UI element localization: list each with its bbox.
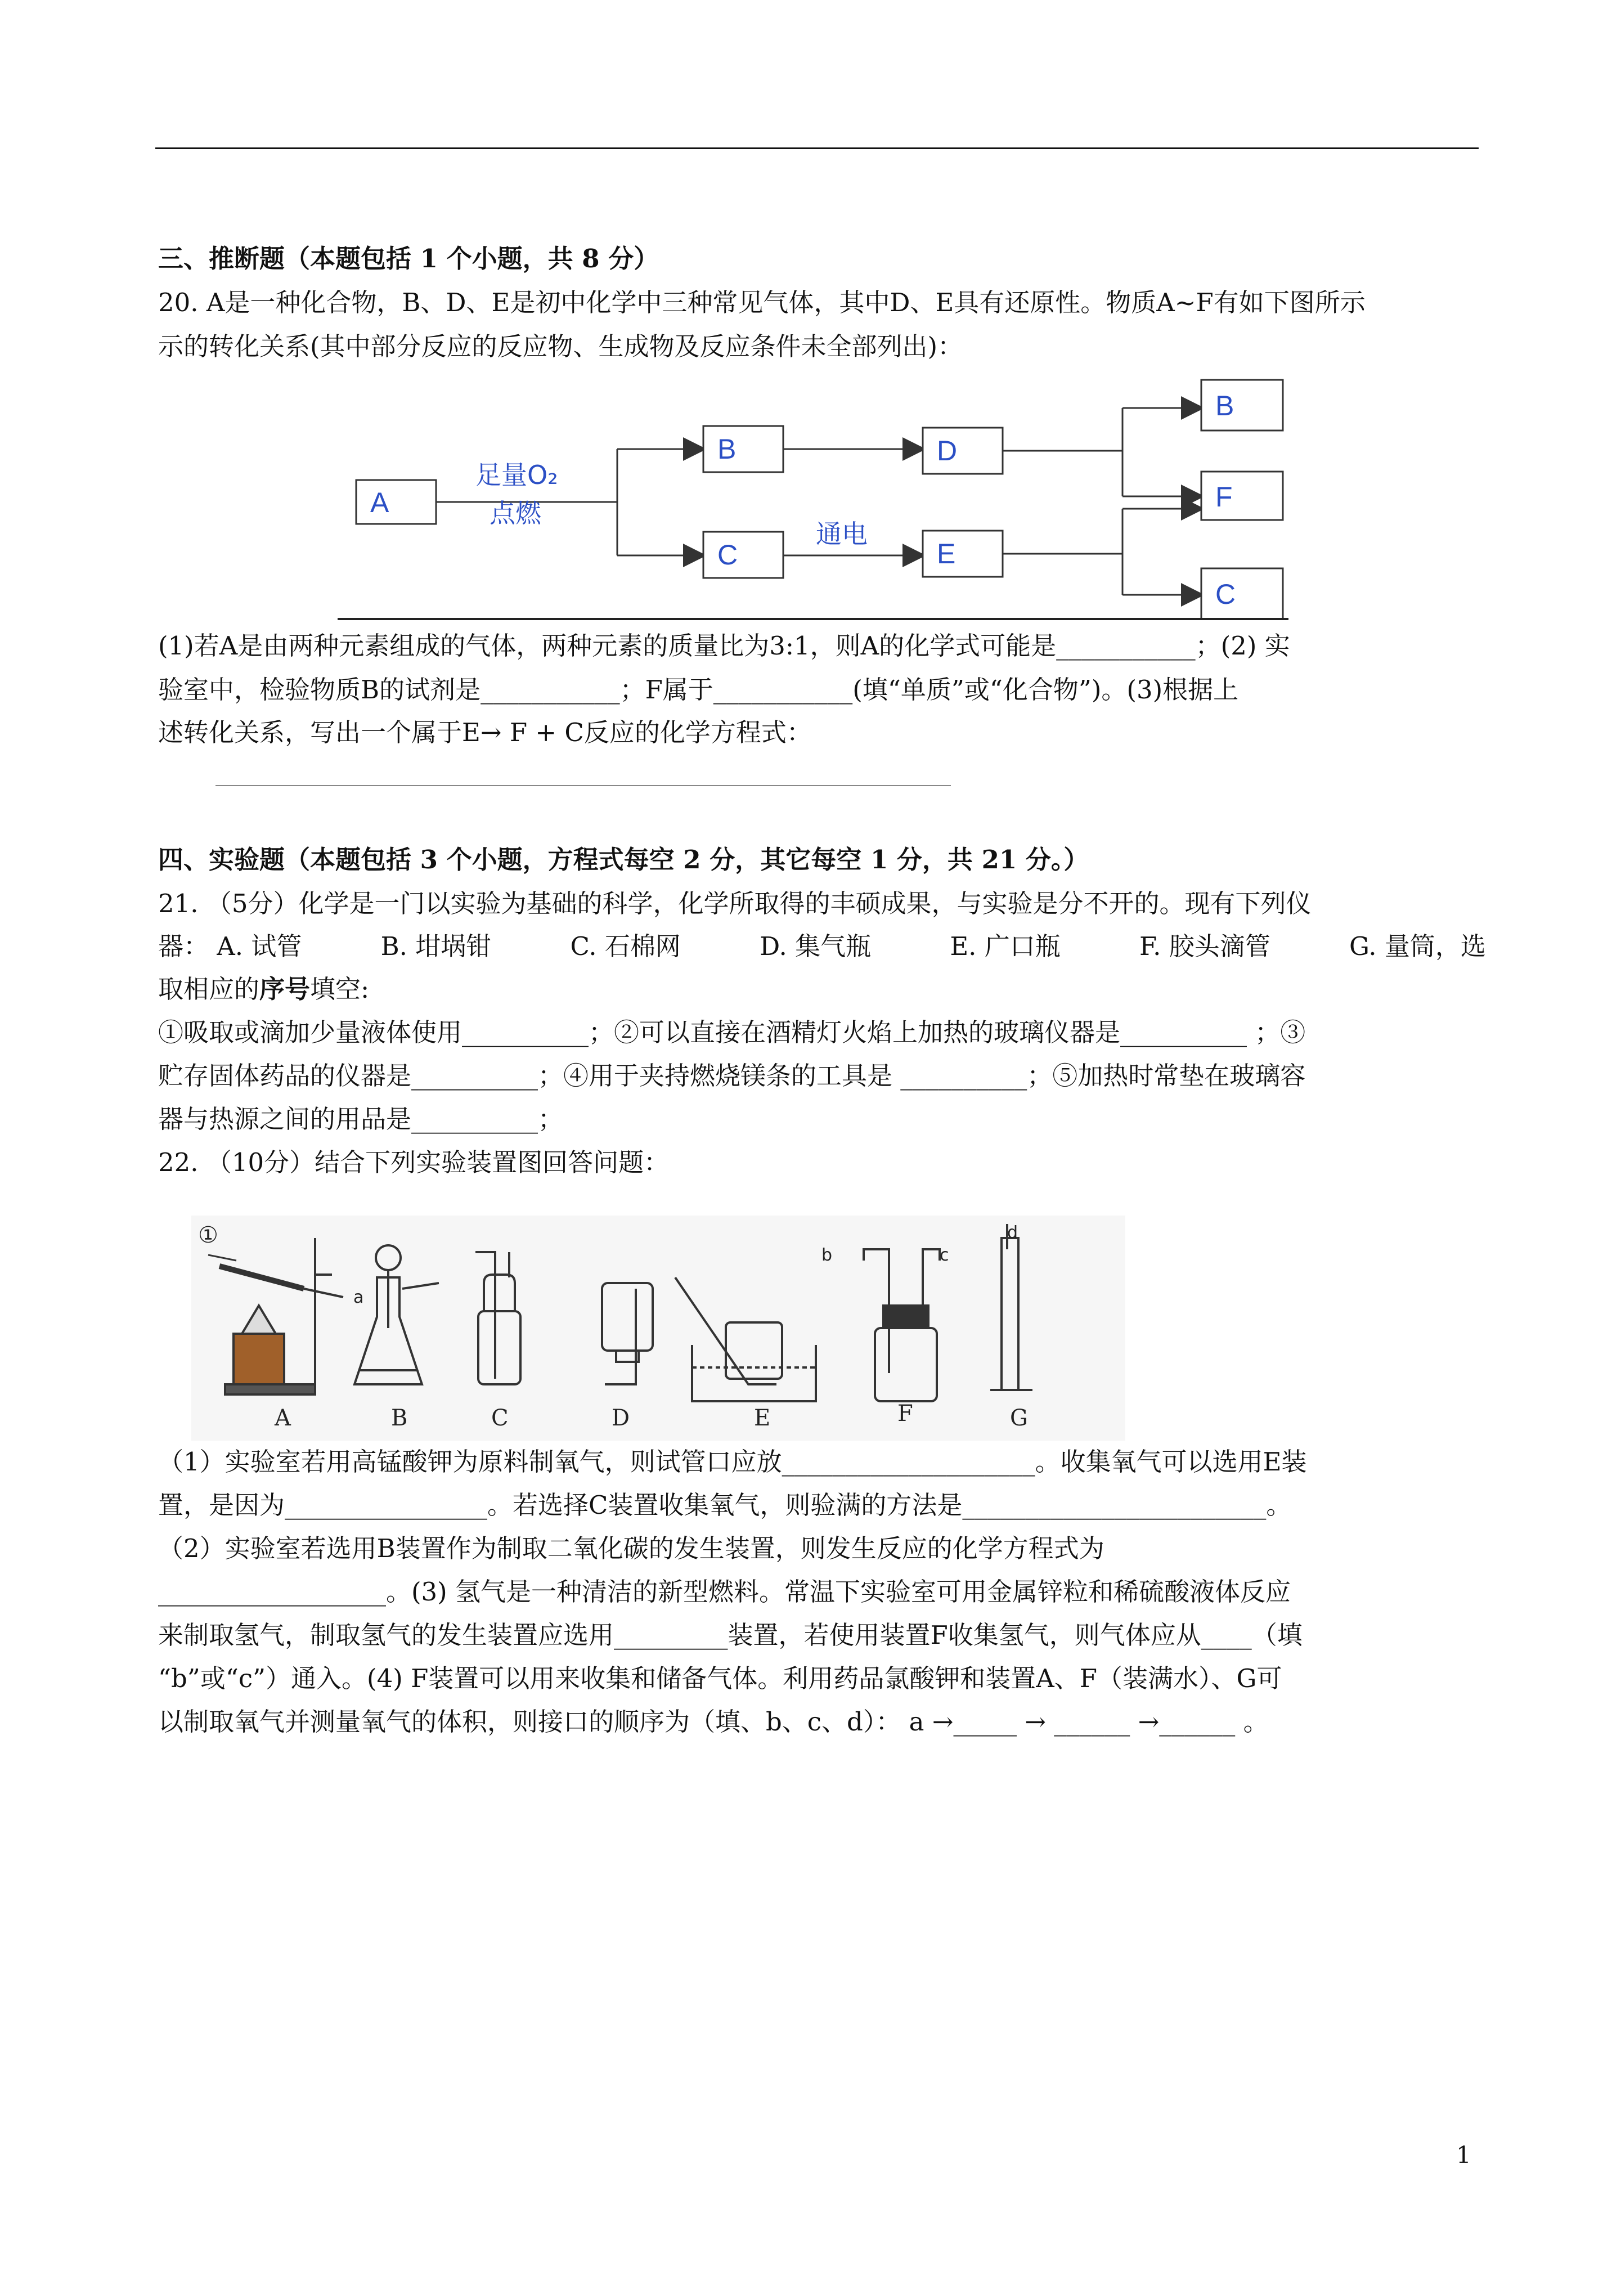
q20-flow-diagram: [338, 371, 1305, 630]
answer-blank-equation: [215, 785, 951, 786]
apparatus-label-E: E: [754, 1405, 771, 1431]
instrument-item: 器： A. 试管: [158, 931, 302, 961]
apparatus-figure: [191, 1216, 1125, 1441]
section4-heading: 四、实验题（本题包括 3 个小题，方程式每空 2 分，其它每空 1 分，共 21 分。）: [158, 845, 1089, 875]
label-ignite: 点燃: [490, 498, 541, 528]
mark-a: a: [353, 1288, 364, 1307]
q21-line4: ①吸取或滴加少量液体使用__________；②可以直接在酒精灯火焰上加热的玻璃仪器是__________ ；③: [158, 1017, 1306, 1047]
q20-part1-line2: 验室中，检验物质B的试剂是___________；F属于___________(填“单质”或“化合物”)。(3)根据上: [158, 675, 1239, 705]
node-D: [923, 428, 1003, 474]
q21-line3-post: 填空:: [310, 974, 370, 1004]
node-C-right: [1201, 568, 1283, 619]
header-rule: [155, 147, 1479, 149]
apparatus-label-F: F: [897, 1401, 913, 1427]
q22-text-line3: （2）实验室若选用B装置作为制取二氧化碳的发生装置，则发生反应的化学方程式为: [158, 1533, 1104, 1563]
q20-text-line2: 示的转化关系(其中部分反应的反应物、生成物及反应条件未全部列出)：: [158, 331, 963, 361]
instrument-item: F. 胶头滴管: [1139, 931, 1270, 961]
label-electric: 通电: [816, 519, 868, 549]
node-C-label: C: [717, 539, 738, 571]
node-F: [1201, 472, 1283, 520]
node-D-label: D: [937, 435, 958, 467]
node-B: [703, 426, 783, 472]
apparatus-label-C: C: [491, 1405, 509, 1431]
apparatus-label-A: A: [275, 1405, 291, 1431]
q21-line1: 21. （5分）化学是一门以实验为基础的科学，化学所取得的丰硕成果，与实验是分不开的。现有下列仪: [158, 889, 1312, 918]
q21-line5: 贮存固体药品的仪器是__________；④用于夹持燃烧镁条的工具是 __________；⑤加热时常垫在玻璃容: [158, 1061, 1306, 1091]
q21-line3: [158, 968, 1486, 1011]
node-A-label: A: [370, 487, 389, 518]
node-F-label: F: [1215, 481, 1233, 513]
section3-heading: 三、推断题（本题包括 1 个小题，共 8 分）: [158, 244, 659, 273]
instrument-item: G. 量筒，选: [1349, 931, 1486, 961]
q21-line3-pre: 取相应的: [158, 974, 260, 1004]
mark-b: b: [821, 1245, 833, 1265]
node-B-label: B: [717, 433, 737, 465]
page-number: 1: [1456, 2141, 1471, 2169]
node-A: [356, 480, 436, 524]
apparatus-label-D: D: [612, 1405, 630, 1431]
q22-text-line2: 置，是因为________________。若选择C装置收集氧气，则验满的方法是________________________。: [158, 1490, 1292, 1520]
q22-text-line1: （1）实验室若用高锰酸钾为原料制氧气，则试管口应放____________________。收集氧气可以选用E装: [158, 1447, 1307, 1477]
node-C: [703, 532, 783, 578]
instrument-item: B. 坩埚钳: [380, 931, 492, 961]
instrument-item: C. 石棉网: [570, 931, 681, 961]
q21-line6: 器与热源之间的用品是__________；: [158, 1104, 564, 1134]
node-E: [923, 531, 1003, 577]
apparatus-label-B: B: [391, 1405, 408, 1431]
label-oxygen: 足量O₂: [475, 460, 558, 490]
q22-text-line5: 来制取氢气，制取氢气的发生装置应选用_________装置，若使用装置F收集氢气，则气体应从____（填: [158, 1620, 1303, 1650]
q22-text-line4: __________________。(3) 氢气是一种清洁的新型燃料。常温下实验室可用金属锌粒和稀硫酸液体反应: [158, 1577, 1291, 1607]
q22-text-line7: 以制取氧气并测量氧气的体积，则接口的顺序为（填、b、c、d）： a →_____ → ______ →______ 。: [158, 1707, 1269, 1737]
mark-c: c: [940, 1245, 949, 1265]
mark-d: d: [1007, 1223, 1018, 1243]
node-E-label: E: [937, 538, 956, 569]
mark-circle-1: ①: [198, 1222, 218, 1248]
q21-line3-bold: 序号: [259, 974, 311, 1004]
node-C-right-label: C: [1215, 579, 1236, 610]
instrument-item: D. 集气瓶: [760, 931, 872, 961]
q20-text-line1: 20. A是一种化合物，B、D、E是初中化学中三种常见气体，其中D、E具有还原性。物质A~F有如下图所示: [158, 288, 1366, 317]
apparatus-label-G: G: [1010, 1405, 1028, 1431]
node-B-right-label: B: [1215, 390, 1234, 421]
instrument-item: E. 广口瓶: [950, 931, 1061, 961]
node-B-right: [1201, 380, 1283, 430]
q22-text-line6: “b”或“c”）通入。(4) F装置可以用来收集和储备气体。利用药品氯酸钾和装置A、F（装满水）、G可: [158, 1663, 1282, 1693]
q21-instrument-list: [158, 925, 1486, 968]
q20-part1-line3: 述转化关系，写出一个属于E→ F + C反应的化学方程式：: [158, 718, 812, 747]
q22-line1: 22. （10分）结合下列实验装置图回答问题：: [158, 1147, 670, 1177]
q20-part1-line1: (1)若A是由两种元素组成的气体，两种元素的质量比为3:1，则A的化学式可能是___________；(2) 实: [158, 631, 1290, 661]
